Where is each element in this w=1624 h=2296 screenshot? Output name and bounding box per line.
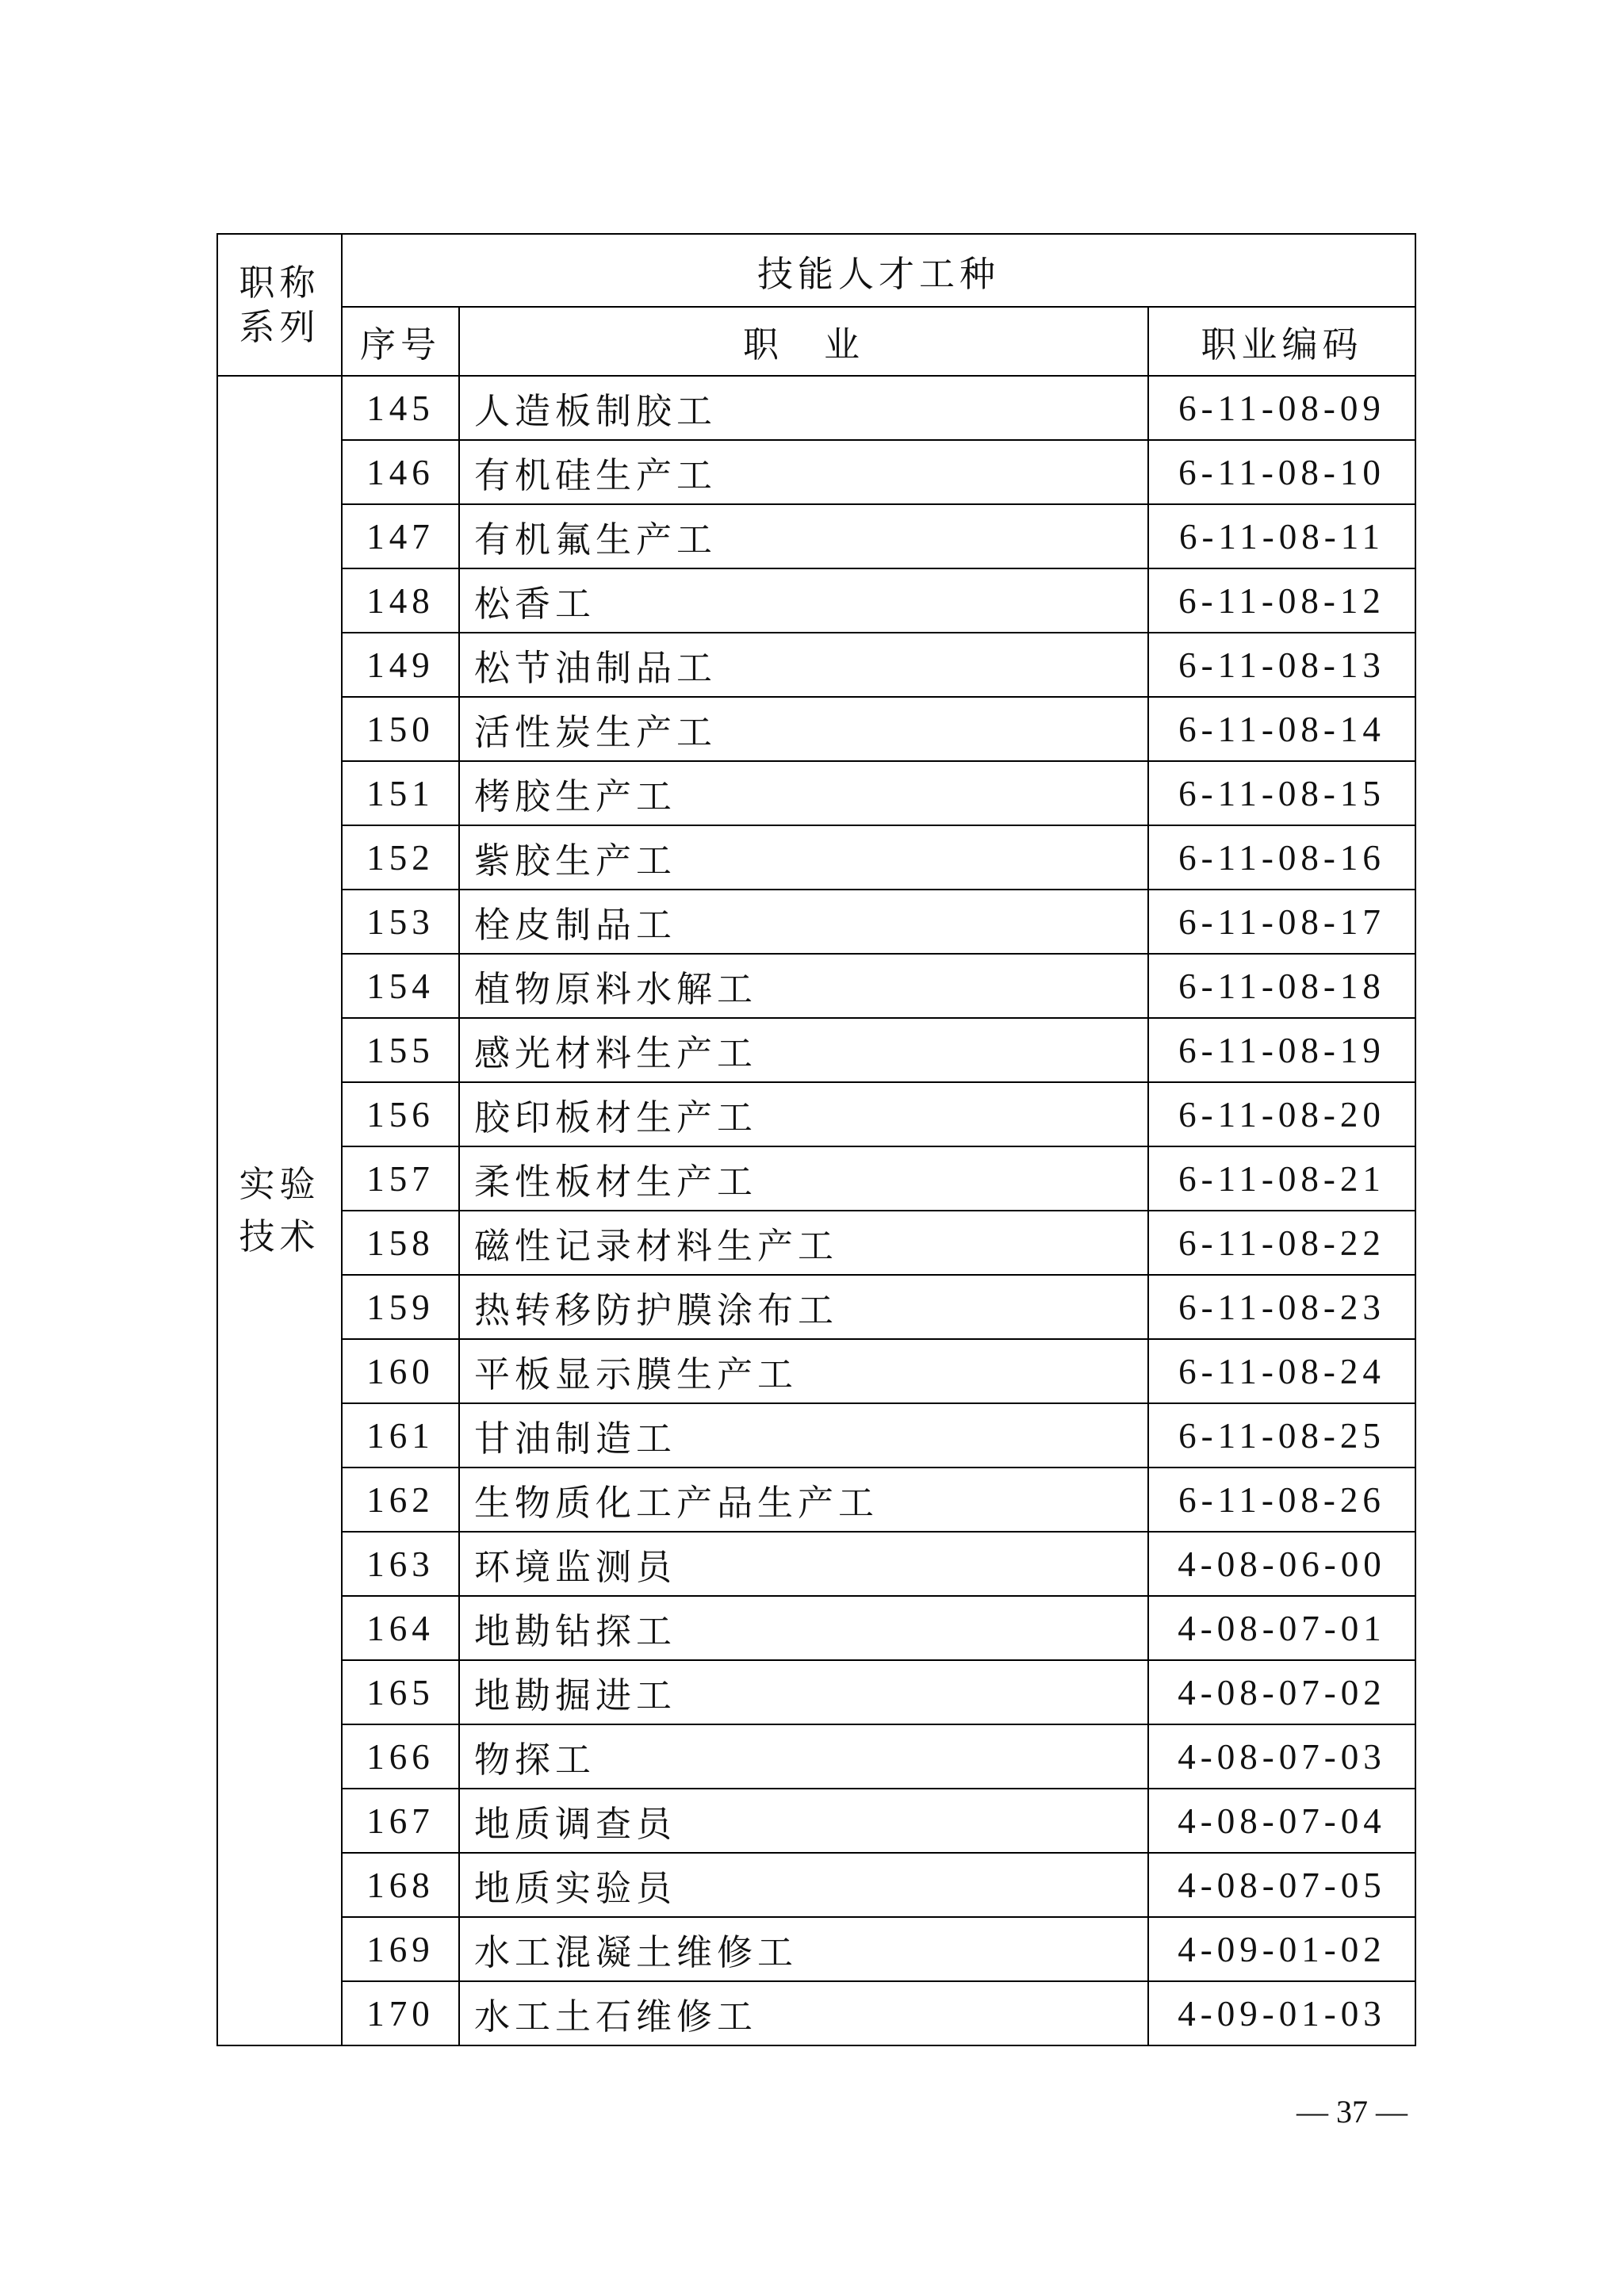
code-cell: 4-08-07-01 [1148, 1596, 1415, 1660]
code-cell: 6-11-08-11 [1148, 504, 1415, 568]
code-cell: 6-11-08-19 [1148, 1018, 1415, 1082]
seq-cell: 151 [342, 761, 459, 825]
table-row [217, 1468, 1415, 1532]
seq-cell: 169 [342, 1917, 459, 1981]
seq-cell: 165 [342, 1660, 459, 1724]
page-number: — 37 — [1297, 2094, 1408, 2130]
table-row [217, 376, 1415, 440]
table-row [217, 1724, 1415, 1789]
code-cell: 6-11-08-24 [1148, 1339, 1415, 1403]
table-row [217, 954, 1415, 1018]
table-row [217, 1275, 1415, 1339]
seq-cell: 166 [342, 1724, 459, 1789]
code-cell: 4-09-01-02 [1148, 1917, 1415, 1981]
occupation-cell: 松节油制品工 [459, 633, 1148, 697]
table-row [217, 697, 1415, 761]
header-row-2 [217, 307, 1415, 376]
code-cell: 6-11-08-12 [1148, 568, 1415, 633]
seq-cell: 160 [342, 1339, 459, 1403]
code-header: 职业编码 [1148, 307, 1415, 376]
code-cell: 6-11-08-14 [1148, 697, 1415, 761]
title-series-header: 职称 系列 [217, 234, 342, 376]
seq-cell: 146 [342, 440, 459, 504]
occupation-cell: 地质实验员 [459, 1853, 1148, 1917]
seq-cell: 161 [342, 1403, 459, 1468]
seq-cell: 152 [342, 825, 459, 890]
occupation-cell: 有机氟生产工 [459, 504, 1148, 568]
seq-cell: 150 [342, 697, 459, 761]
code-cell: 4-08-06-00 [1148, 1532, 1415, 1596]
occupation-cell: 平板显示膜生产工 [459, 1339, 1148, 1403]
table-row [217, 1532, 1415, 1596]
occupation-cell: 水工土石维修工 [459, 1981, 1148, 2045]
code-cell: 4-08-07-03 [1148, 1724, 1415, 1789]
occupation-cell: 环境监测员 [459, 1532, 1148, 1596]
group-header: 技能人才工种 [342, 234, 1415, 307]
seq-cell: 155 [342, 1018, 459, 1082]
seq-cell: 163 [342, 1532, 459, 1596]
occupation-cell: 人造板制胶工 [459, 376, 1148, 440]
occupation-cell: 紫胶生产工 [459, 825, 1148, 890]
code-cell: 6-11-08-15 [1148, 761, 1415, 825]
table-row [217, 1018, 1415, 1082]
table-row [217, 1853, 1415, 1917]
table-row [217, 440, 1415, 504]
occupation-cell: 栲胶生产工 [459, 761, 1148, 825]
seq-cell: 147 [342, 504, 459, 568]
occupation-cell: 地勘掘进工 [459, 1660, 1148, 1724]
header-row-1 [217, 234, 1415, 307]
occupation-cell: 感光材料生产工 [459, 1018, 1148, 1082]
seq-cell: 170 [342, 1981, 459, 2045]
occupation-cell: 物探工 [459, 1724, 1148, 1789]
table-row [217, 1917, 1415, 1981]
code-cell: 6-11-08-23 [1148, 1275, 1415, 1339]
code-cell: 6-11-08-21 [1148, 1146, 1415, 1211]
occupation-cell: 甘油制造工 [459, 1403, 1148, 1468]
code-cell: 6-11-08-26 [1148, 1468, 1415, 1532]
code-cell: 4-08-07-05 [1148, 1853, 1415, 1917]
code-cell: 6-11-08-18 [1148, 954, 1415, 1018]
table-row [217, 890, 1415, 954]
table-row [217, 1339, 1415, 1403]
table-row [217, 1211, 1415, 1275]
seq-cell: 148 [342, 568, 459, 633]
occupation-cell: 热转移防护膜涂布工 [459, 1275, 1148, 1339]
occupation-cell: 松香工 [459, 568, 1148, 633]
table-row [217, 568, 1415, 633]
table-row [217, 1082, 1415, 1146]
code-cell: 6-11-08-09 [1148, 376, 1415, 440]
occupation-cell: 地质调查员 [459, 1789, 1148, 1853]
seq-cell: 164 [342, 1596, 459, 1660]
occupation-cell: 柔性板材生产工 [459, 1146, 1148, 1211]
table-row [217, 1403, 1415, 1468]
occupation-cell: 活性炭生产工 [459, 697, 1148, 761]
seq-cell: 153 [342, 890, 459, 954]
occupation-cell: 水工混凝土维修工 [459, 1917, 1148, 1981]
occupation-cell: 磁性记录材料生产工 [459, 1211, 1148, 1275]
seq-cell: 162 [342, 1468, 459, 1532]
category-cell: 实验 技术 [217, 376, 342, 2045]
code-cell: 6-11-08-13 [1148, 633, 1415, 697]
table-row [217, 1789, 1415, 1853]
table-row [217, 504, 1415, 568]
occupation-header: 职 业 [459, 307, 1148, 376]
occupation-cell: 生物质化工产品生产工 [459, 1468, 1148, 1532]
occupation-table [216, 233, 1416, 2046]
code-cell: 6-11-08-20 [1148, 1082, 1415, 1146]
code-cell: 4-08-07-02 [1148, 1660, 1415, 1724]
table-row [217, 761, 1415, 825]
table-row [217, 633, 1415, 697]
code-cell: 4-09-01-03 [1148, 1981, 1415, 2045]
table-row [217, 825, 1415, 890]
seq-cell: 154 [342, 954, 459, 1018]
table-row [217, 1660, 1415, 1724]
code-cell: 6-11-08-17 [1148, 890, 1415, 954]
table-row [217, 1981, 1415, 2045]
seq-cell: 156 [342, 1082, 459, 1146]
seq-cell: 168 [342, 1853, 459, 1917]
seq-cell: 145 [342, 376, 459, 440]
seq-cell: 149 [342, 633, 459, 697]
seq-cell: 167 [342, 1789, 459, 1853]
occupation-cell: 植物原料水解工 [459, 954, 1148, 1018]
seq-cell: 157 [342, 1146, 459, 1211]
code-cell: 6-11-08-16 [1148, 825, 1415, 890]
occupation-cell: 有机硅生产工 [459, 440, 1148, 504]
code-cell: 4-08-07-04 [1148, 1789, 1415, 1853]
seq-cell: 159 [342, 1275, 459, 1339]
seq-header: 序号 [342, 307, 459, 376]
code-cell: 6-11-08-10 [1148, 440, 1415, 504]
table-row [217, 1596, 1415, 1660]
occupation-cell: 栓皮制品工 [459, 890, 1148, 954]
code-cell: 6-11-08-22 [1148, 1211, 1415, 1275]
table-row [217, 1146, 1415, 1211]
code-cell: 6-11-08-25 [1148, 1403, 1415, 1468]
occupation-cell: 地勘钻探工 [459, 1596, 1148, 1660]
seq-cell: 158 [342, 1211, 459, 1275]
occupation-cell: 胶印板材生产工 [459, 1082, 1148, 1146]
